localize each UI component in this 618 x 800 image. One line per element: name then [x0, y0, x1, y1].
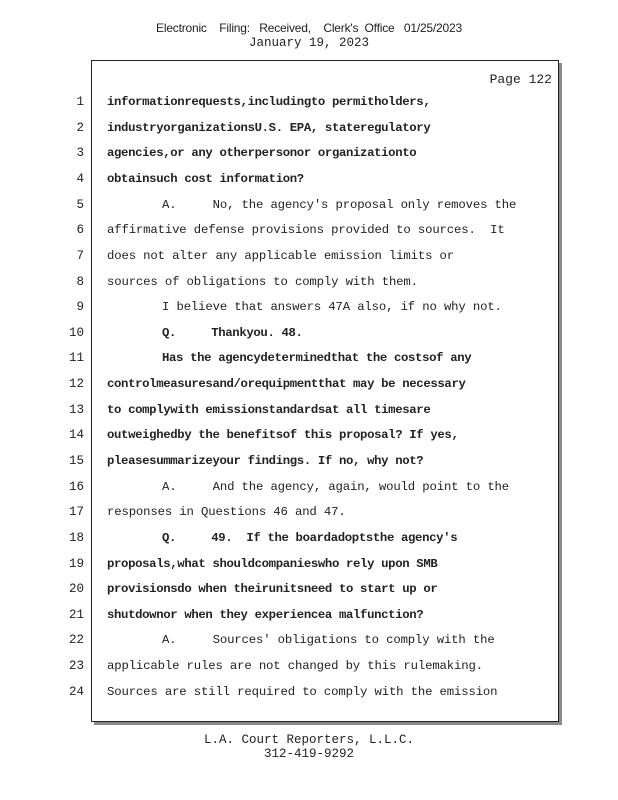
transcript-line: outweighedby the benefitsof this proposal? If yes, — [107, 428, 459, 442]
line-number: 6 — [76, 223, 84, 237]
transcript-line: informationrequests,includingto permitholders, — [107, 95, 431, 109]
transcript-line: pleasesummarizeyour findings. If no, why not? — [107, 454, 424, 468]
footer-company: L.A. Court Reporters, L.L.C. — [203, 733, 415, 747]
line-number: 1 — [76, 95, 84, 109]
line-number: 7 — [76, 249, 84, 263]
line-number: 23 — [68, 659, 84, 673]
line-number: 8 — [76, 275, 84, 289]
line-number: 24 — [68, 685, 84, 699]
transcript-line: to complywith emissionstandardsat all timesare — [107, 403, 431, 417]
line-number: 19 — [68, 557, 84, 571]
line-number: 16 — [68, 480, 84, 494]
transcript-line: Sources are still required to comply with the emission — [107, 685, 498, 699]
transcript-line: A. No, the agency's proposal only removes the — [162, 198, 517, 212]
transcript-line: affirmative defense provisions provided to sources. It — [107, 223, 505, 237]
line-number: 12 — [68, 377, 84, 391]
line-number: 17 — [68, 505, 84, 519]
transcript-line: agencies,or any otherpersonor organizationto — [107, 146, 417, 160]
transcript-line: does not alter any applicable emission limits or — [107, 249, 455, 263]
transcript-line: obtainsuch cost information? — [107, 172, 304, 186]
line-number: 20 — [68, 582, 84, 596]
transcript-line: Q. 49. If the boardadoptsthe agency's — [162, 531, 458, 545]
line-number: 11 — [68, 351, 84, 365]
transcript-line: sources of obligations to comply with them. — [107, 275, 418, 289]
line-number: 18 — [68, 531, 84, 545]
transcript-line: industryorganizationsU.S. EPA, stateregulatory — [107, 121, 431, 135]
footer-phone: 312-419-9292 — [263, 747, 354, 761]
line-number: 2 — [76, 121, 84, 135]
transcript-line: shutdownor when they experiencea malfunction? — [107, 608, 424, 622]
transcript-line: applicable rules are not changed by this rulemaking. — [107, 659, 483, 673]
line-number: 10 — [68, 326, 84, 340]
electronic-filing-stamp: Electronic Filing: Received, Clerk's Office 01/25/2023 — [156, 21, 462, 35]
transcript-date: January 19, 2023 — [248, 36, 370, 50]
line-number: 15 — [68, 454, 84, 468]
line-number: 5 — [76, 198, 84, 212]
transcript-line: provisionsdo when theirunitsneed to start up or — [107, 582, 438, 596]
transcript-line: controlmeasuresand/orequipmentthat may be necessary — [107, 377, 466, 391]
line-number: 3 — [76, 146, 84, 160]
transcript-line: responses in Questions 46 and 47. — [107, 505, 346, 519]
line-number: 14 — [68, 428, 84, 442]
transcript-line: A. Sources' obligations to comply with the — [162, 633, 495, 647]
line-number: 13 — [68, 403, 84, 417]
transcript-line: Q. Thankyou. 48. — [162, 326, 303, 340]
transcript-line: I believe that answers 47A also, if no why not. — [162, 300, 502, 314]
line-number: 22 — [68, 633, 84, 647]
line-number: 21 — [68, 608, 84, 622]
page-number: Page 122 — [489, 72, 552, 87]
transcript-line: A. And the agency, again, would point to the — [162, 480, 510, 494]
transcript-line: proposals,what shouldcompanieswho rely upon SMB — [107, 557, 438, 571]
transcript-line: Has the agencydeterminedthat the costsof any — [162, 351, 472, 365]
line-number: 9 — [76, 300, 84, 314]
line-number: 4 — [76, 172, 84, 186]
